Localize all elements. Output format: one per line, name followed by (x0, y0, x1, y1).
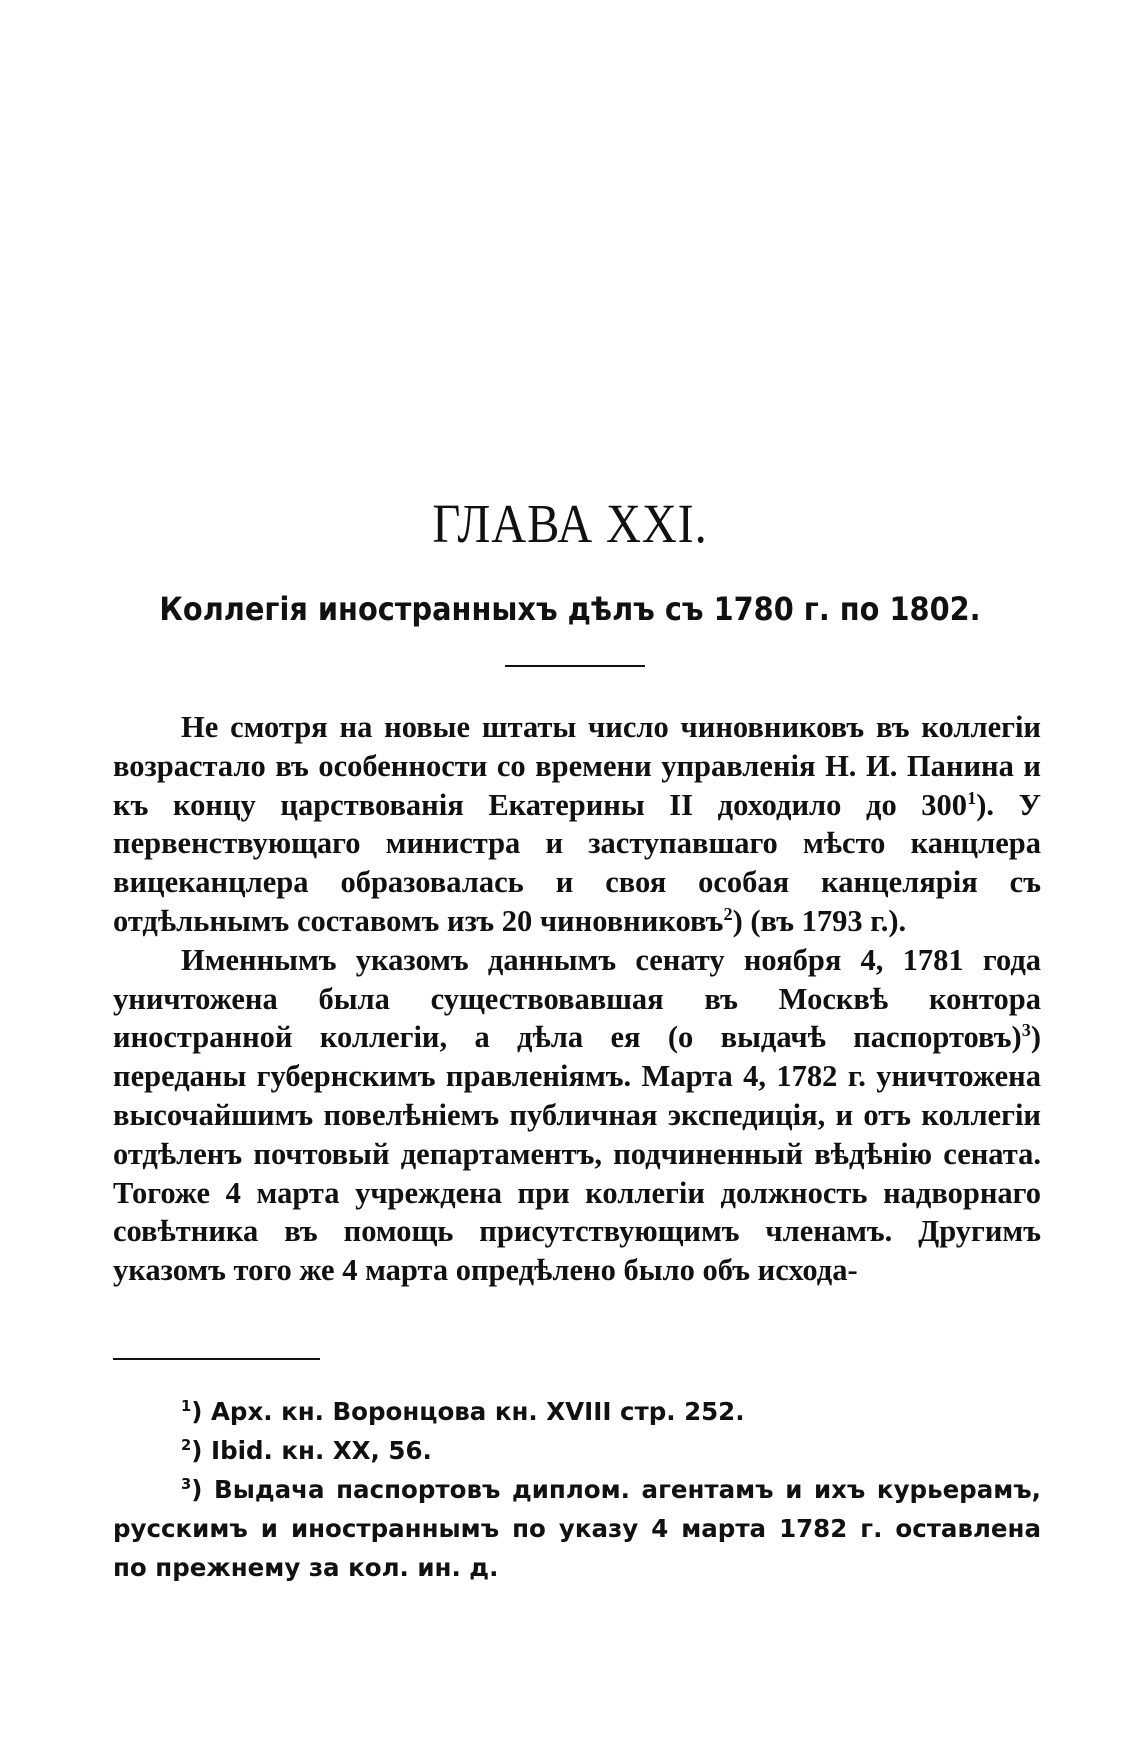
paragraph-2 (113, 941, 1041, 1290)
title-divider (505, 665, 645, 667)
chapter-subtitle: Коллегія иностранныхъ дѣлъ съ 1780 г. по 1802. (159, 590, 981, 628)
footnote-2-marker: 2 (181, 1436, 192, 1454)
paragraph-1-part-c: ) (въ 1793 г.). (732, 903, 907, 938)
paragraph-2-part-a: Именнымъ указомъ даннымъ сенату ноября 4, 1781 года уничтожена была существовавшая въ Москвѣ контора иностранной коллегіи, а дѣла ея (о выдачѣ паспортовъ) (113, 942, 1041, 1055)
footnote-1-text: ) Арх. кн. Воронцова кн. XVIII стр. 252. (191, 1397, 745, 1426)
paragraph-1-part-b: ). У первенствующаго министра и заступавшаго мѣсто канцлера вицеканцлера образовалась и своя особая канцелярія съ отдѣльнымъ составомъ изъ 20 чиновниковъ (113, 787, 1041, 938)
footnote-3-marker: 3 (181, 1475, 192, 1493)
footnote-1 (113, 1392, 1041, 1431)
main-text (113, 708, 1041, 1290)
footnote-2-text: ) Ibid. кн. XX, 56. (191, 1436, 432, 1465)
paragraph-1 (113, 708, 1041, 941)
chapter-title: ГЛАВА XXI. (432, 493, 708, 554)
footnote-ref-2: 2 (723, 903, 733, 924)
footnote-2 (113, 1431, 1041, 1470)
footnote-ref-1: 1 (967, 787, 977, 808)
paragraph-1-part-a: Не смотря на новые штаты число чиновниковъ въ коллегіи возрастало въ особенности со времени управленія Н. И. Панина и къ концу царствованія Екатерины II доходило до 300 (113, 710, 1041, 822)
footnotes-divider (113, 1358, 320, 1360)
footnote-3-text: ) Выдача паспортовъ диплом. агентамъ и ихъ курьерамъ, русскимъ и иностраннымъ по указу 4 марта 1782 г. оставлена по прежнему за кол. ин. д. (113, 1475, 1041, 1582)
footnote-1-marker: 1 (181, 1397, 192, 1415)
footnotes (113, 1392, 1041, 1587)
paragraph-2-part-b: ) переданы губернскимъ правленіямъ. Марта 4, 1782 г. уничтожена высочайшимъ повелѣніемъ публичная экспедиція, и отъ коллегіи отдѣленъ почтовый департаментъ, подчиненный вѣдѣнію сената. Тогоже 4 марта учреждена при коллегіи должность надворнаго совѣтника въ помощь присутствующимъ членамъ. Другимъ указомъ того же 4 марта опредѣлено было объ исхода- (113, 1020, 1041, 1288)
footnote-ref-3: 3 (1021, 1020, 1031, 1041)
footnote-3 (113, 1470, 1041, 1587)
